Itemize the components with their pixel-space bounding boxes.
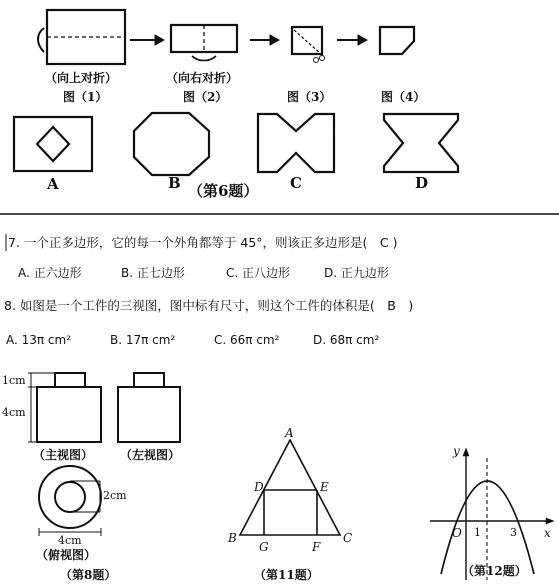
choice-a-rect <box>14 117 92 171</box>
side-view-body <box>118 387 180 442</box>
q7-option-b: B. 正七边形 <box>121 266 185 280</box>
fig4-label: 图（4） <box>381 90 426 104</box>
y-axis-label: y <box>453 444 460 458</box>
point-b: B <box>228 531 237 545</box>
fold-right-arrow <box>192 56 216 61</box>
fig3-square <box>292 27 322 54</box>
fig11-caption: （第11题） <box>254 568 319 582</box>
choice-d-shape <box>384 114 458 172</box>
main-view-label: （主视图） <box>33 448 94 462</box>
q7-option-c: C. 正八边形 <box>226 266 291 280</box>
choice-d-label: D <box>415 174 429 192</box>
choice-a-label: A <box>47 175 59 193</box>
dim-top-height: 1cm <box>2 374 26 387</box>
fold-up-arrow <box>38 28 44 52</box>
tick-3: 3 <box>510 526 517 539</box>
fig12-caption: （第12题） <box>462 564 527 578</box>
origin-label: O <box>452 526 462 540</box>
choice-c-shape <box>258 114 334 172</box>
choice-a-diamond <box>37 127 69 161</box>
q7-stem: 7. 一个正多边形，它的每一个外角都等于 45°，则该正多边形是( C ) <box>8 235 398 250</box>
point-g: G <box>259 540 269 554</box>
top-view-inner-circle <box>55 482 85 512</box>
point-f: F <box>312 540 321 554</box>
dim-body-height: 4cm <box>2 406 26 419</box>
q8-option-d: D. 68π cm² <box>313 333 380 347</box>
side-view-top-block <box>134 373 164 387</box>
problem-6-tag: （第6题） <box>188 182 259 200</box>
main-view-top-block <box>55 373 85 387</box>
top-view-label: （俯视图） <box>36 548 97 562</box>
tick-1: 1 <box>474 526 481 539</box>
fold-up-caption: （向上对折） <box>45 71 118 85</box>
fig8-caption: （第8题） <box>60 568 117 582</box>
top-view-outer-circle <box>39 466 101 528</box>
q7-option-d: D. 正九边形 <box>324 266 389 280</box>
q8-option-a: A. 13π cm² <box>6 333 72 347</box>
fold-right-caption: （向右对折） <box>166 71 239 85</box>
dim-radius: 2cm <box>103 489 127 502</box>
point-a: A <box>285 426 294 440</box>
point-c: C <box>343 531 353 545</box>
choice-b-label: B <box>168 174 181 192</box>
choice-c-label: C <box>290 174 302 192</box>
q8-stem: 8. 如图是一个工件的三视图，图中标有尺寸，则这个工件的体积是( B ) <box>4 298 414 313</box>
fig3-label: 图（3） <box>287 90 332 104</box>
fig4-shape <box>380 27 414 54</box>
x-axis-label: x <box>544 526 551 540</box>
side-view-label: （左视图） <box>120 448 181 462</box>
main-view-body <box>37 387 101 442</box>
fig1-label: 图（1） <box>63 90 108 104</box>
point-d: D <box>254 480 264 494</box>
q7-option-a: A. 正六边形 <box>18 266 82 280</box>
point-e: E <box>320 480 329 494</box>
q8-option-b: B. 17π cm² <box>110 333 176 347</box>
q8-option-c: C. 66π cm² <box>214 333 280 347</box>
choice-b-octagon <box>134 113 209 175</box>
dim-width: 4cm <box>58 534 82 547</box>
fig2-label: 图（2） <box>183 90 228 104</box>
